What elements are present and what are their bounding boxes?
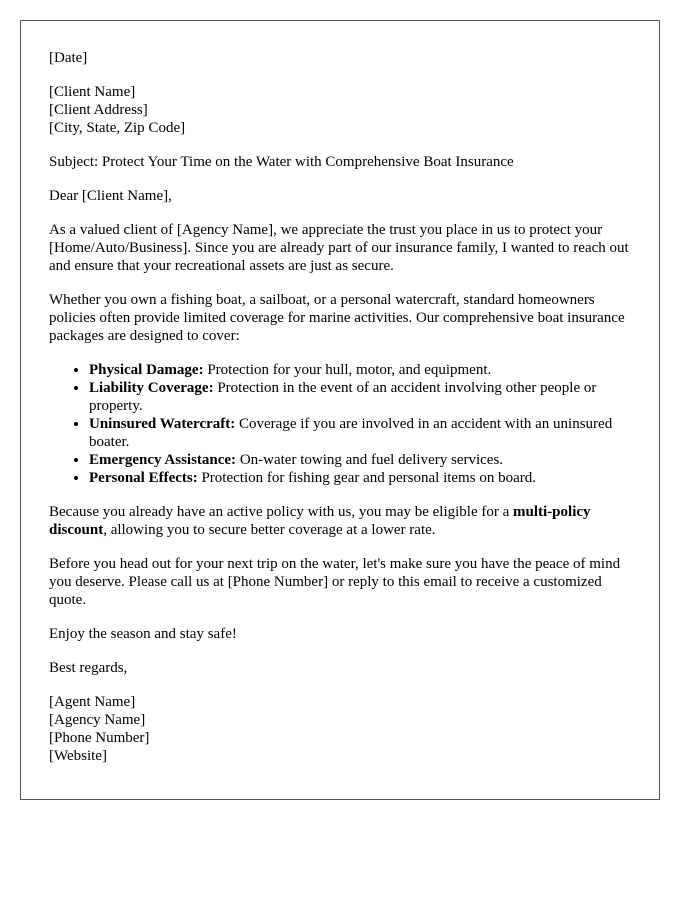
cta-paragraph: Before you head out for your next trip on the water, let's make sure you have the peace of mind you deserve. Please call us at [Phone Number] or reply to this email to receive a customized quote. bbox=[49, 556, 621, 608]
coverage-item-text: On-water towing and fuel delivery services. bbox=[236, 452, 504, 468]
closing-line: Best regards, bbox=[49, 660, 128, 676]
signature-phone: [Phone Number] bbox=[49, 730, 150, 746]
coverage-item bbox=[89, 361, 631, 379]
coverage-item-text: Protection for fishing gear and personal items on board. bbox=[197, 470, 536, 486]
recipient-city-state-zip: [City, State, Zip Code] bbox=[49, 120, 186, 136]
coverage-item-text: Protection in the event of an accident involving other people or property. bbox=[89, 380, 597, 414]
letter-subject: Subject: Protect Your Time on the Water with Comprehensive Boat Insurance bbox=[49, 154, 514, 170]
coverage-item-text: Coverage if you are involved in an accident with an uninsured boater. bbox=[89, 416, 613, 450]
letter-greeting: Dear [Client Name], bbox=[49, 188, 172, 204]
signature-agency-name: [Agency Name] bbox=[49, 712, 146, 728]
discount-paragraph bbox=[49, 503, 631, 539]
discount-text-after: , allowing you to secure better coverage at a lower rate. bbox=[103, 522, 436, 538]
coverage-item bbox=[89, 469, 631, 487]
recipient-block bbox=[49, 83, 631, 137]
coverage-item bbox=[89, 379, 631, 415]
signature-agent-name: [Agent Name] bbox=[49, 694, 136, 710]
letter-date: [Date] bbox=[49, 50, 88, 66]
coverage-item-text: Protection for your hull, motor, and equipment. bbox=[203, 362, 492, 378]
intro-paragraph: As a valued client of [Agency Name], we appreciate the trust you place in us to protect your [Home/Auto/Business]. Since you are already part of our insurance family, I wanted to reach out and ensure that your recreational assets are just as secure. bbox=[49, 222, 629, 274]
coverage-item-title: Physical Damage: bbox=[89, 362, 204, 378]
coverage-item-title: Personal Effects: bbox=[89, 470, 198, 486]
recipient-address: [Client Address] bbox=[49, 102, 148, 118]
letter bbox=[20, 20, 660, 800]
coverage-list bbox=[49, 361, 631, 487]
discount-text-before: Because you already have an active policy with us, you may be eligible for a bbox=[49, 504, 514, 520]
recipient-name: [Client Name] bbox=[49, 84, 136, 100]
discount-highlight: multi-policy discount bbox=[49, 504, 591, 538]
coverage-item-title: Liability Coverage: bbox=[89, 380, 214, 396]
coverage-item bbox=[89, 415, 631, 451]
coverage-item-title: Emergency Assistance: bbox=[89, 452, 237, 468]
signature-website: [Website] bbox=[49, 748, 107, 764]
coverage-item-title: Uninsured Watercraft: bbox=[89, 416, 236, 432]
season-line: Enjoy the season and stay safe! bbox=[49, 626, 237, 642]
coverage-intro-paragraph: Whether you own a fishing boat, a sailboat, or a personal watercraft, standard homeowners policies often provide limited coverage for marine activities. Our comprehensive boat insurance packages are designed to cover: bbox=[49, 292, 625, 344]
coverage-item bbox=[89, 451, 631, 469]
signature-block bbox=[49, 693, 631, 765]
